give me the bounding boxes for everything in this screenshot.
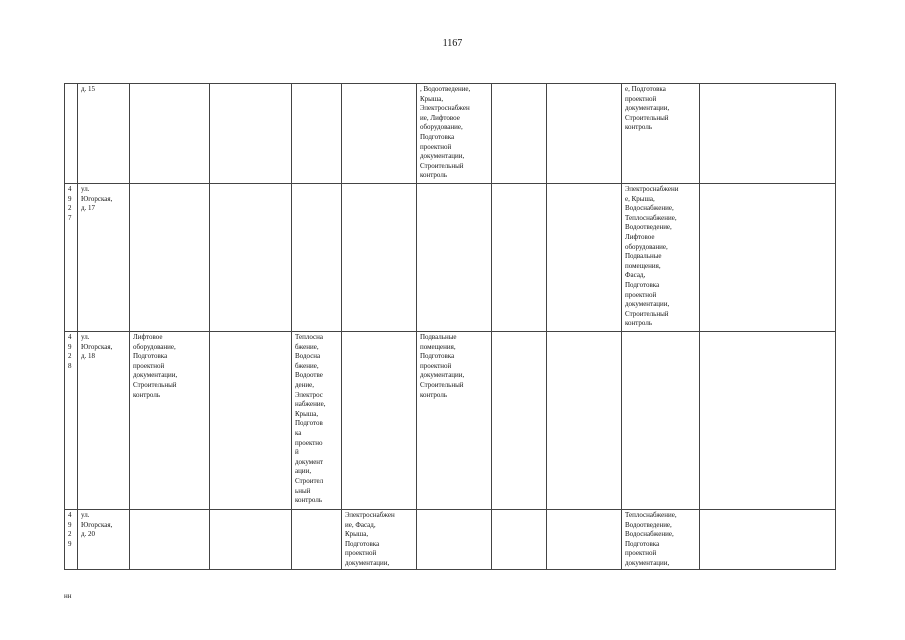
table-cell: [210, 84, 292, 184]
table-cell: [210, 510, 292, 570]
table-cell: [700, 184, 836, 332]
row-number-cell: 49 27: [65, 184, 78, 332]
table-cell: Теплоснабжение, Водоотведение, Водоснабжение, Подготовка проектной документации,: [622, 510, 700, 570]
table-cell: [547, 332, 622, 510]
table-cell: [292, 84, 342, 184]
table-cell: [700, 84, 836, 184]
row-number-cell: 49 28: [65, 332, 78, 510]
table-cell: [130, 510, 210, 570]
address-cell: ул. Югорская, д. 18: [78, 332, 130, 510]
table-cell: [492, 510, 547, 570]
table-cell: [342, 84, 417, 184]
address-cell: ул. Югорская, д. 20: [78, 510, 130, 570]
row-number-cell: [65, 84, 78, 184]
table-cell: [547, 84, 622, 184]
table-cell: е, Подготовка проектной документации, Строительный контроль: [622, 84, 700, 184]
table-cell: Лифтовое оборудование, Подготовка проектной документации, Строительный контроль: [130, 332, 210, 510]
table-cell: [547, 184, 622, 332]
page-number: 1167: [442, 38, 463, 49]
table-row: [65, 332, 836, 510]
table-cell: [292, 510, 342, 570]
table-cell: [700, 332, 836, 510]
row-number-cell: 49 29: [65, 510, 78, 570]
table-cell: Электроснабжени е, Крыша, Водоснабжение, Теплоснабжение, Водоотведение, Лифтовое оборудование, Подвальные помещения, Фасад, Подготовка проектной документации, Строительный контроль: [622, 184, 700, 332]
table-cell: [622, 332, 700, 510]
table-cell: Теплосна бжение, Водосна бжение, Водоотве дение, Электрос набжение, Крыша, Подготов ка проектно й документ ации, Строител ьный контроль: [292, 332, 342, 510]
table-cell: [210, 332, 292, 510]
table-cell: [417, 510, 492, 570]
repair-schedule-table: [64, 83, 836, 570]
address-cell: д. 15: [78, 84, 130, 184]
table-cell: [492, 184, 547, 332]
table-cell: Электроснабжен ие, Фасад, Крыша, Подготовка проектной документации,: [342, 510, 417, 570]
table-row: [65, 84, 836, 184]
table-cell: [342, 332, 417, 510]
table-cell: [492, 84, 547, 184]
table-cell: , Водоотведение, Крыша, Электроснабжен ие, Лифтовое оборудование, Подготовка проектной документации, Строительный контроль: [417, 84, 492, 184]
table-cell: Подвальные помещения, Подготовка проектной документации, Строительный контроль: [417, 332, 492, 510]
table-cell: [130, 84, 210, 184]
table-row: [65, 184, 836, 332]
address-cell: ул. Югорская, д. 17: [78, 184, 130, 332]
table-cell: [417, 184, 492, 332]
table-cell: [292, 184, 342, 332]
table-cell: [210, 184, 292, 332]
table-cell: [492, 332, 547, 510]
table-cell: [342, 184, 417, 332]
table-cell: [547, 510, 622, 570]
table-cell: [700, 510, 836, 570]
table-cell: [130, 184, 210, 332]
footer-mark: нн: [64, 592, 72, 600]
table-row: [65, 510, 836, 570]
